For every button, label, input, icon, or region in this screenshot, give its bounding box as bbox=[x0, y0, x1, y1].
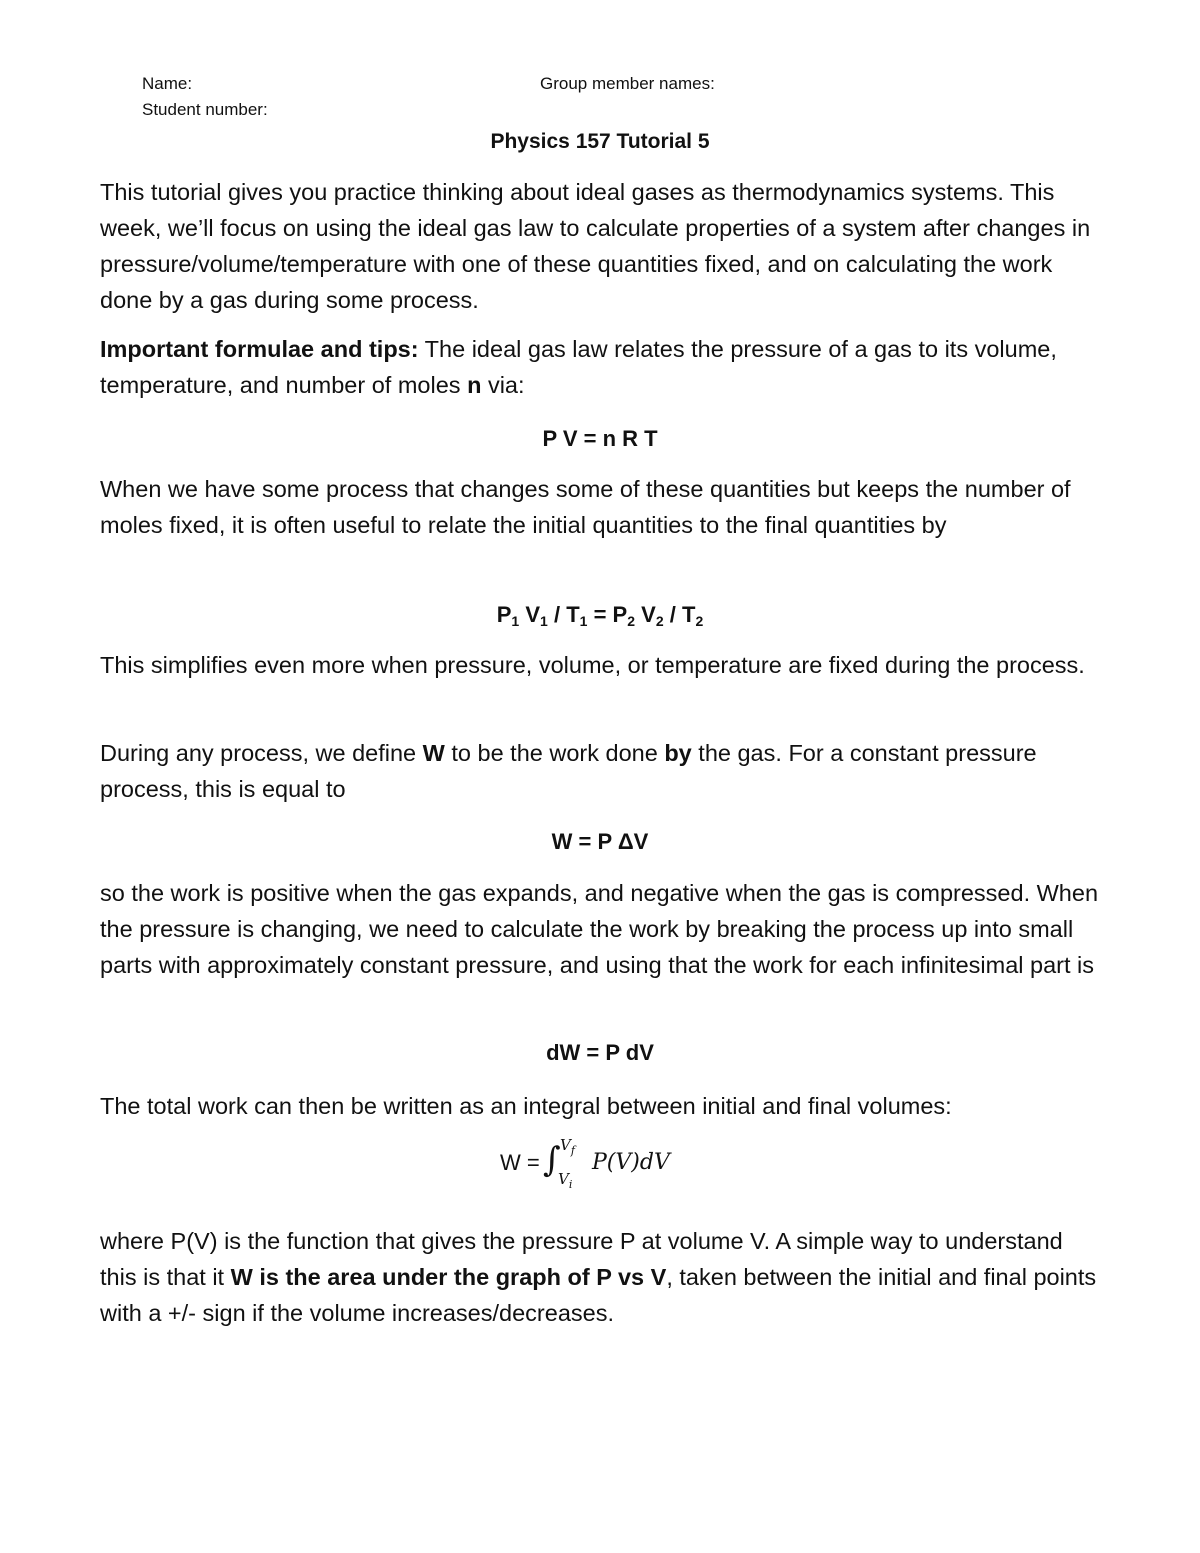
combined-gas-law-equation: $P_1$ $V_1 / T_1 = P_2$ $V_2 / T_2$ bbox=[496, 602, 704, 629]
process-paragraph: When we have some process that changes some of these quantities but keeps the number of moles fixed, it is often useful to relate the initial quantities to the final quantities by bbox=[100, 476, 1071, 538]
formulae-heading: Important formulae and tips: bbox=[100, 336, 419, 362]
group-member-names-label: Group member names: bbox=[540, 74, 715, 93]
formulae-paragraph bbox=[100, 331, 1100, 403]
moles-symbol: n bbox=[467, 372, 482, 398]
expansion-paragraph: so the work is positive when the gas expands, and negative when the gas is compressed. When the pressure is changing, we need to calculate the work by breaking the process up into small parts with approximately constant pressure, and using that the work for each infinitesimal part is bbox=[100, 880, 1099, 978]
formulae-text-a: The ideal gas law relates the pressure of a gas to its volume, temperature, and number of moles bbox=[100, 336, 1057, 398]
integrand: P(V)dV bbox=[592, 1150, 670, 1175]
simplifies-paragraph: This simplifies even more when pressure, volume, or temperature are fixed during the process. bbox=[100, 652, 1085, 678]
integral-lower-limit: $V_i$ bbox=[558, 1170, 573, 1191]
work-symbol: W bbox=[422, 740, 445, 766]
infinitesimal-work-equation: dW = P dV bbox=[546, 1040, 654, 1065]
integral-lhs: W = bbox=[500, 1150, 540, 1175]
work-integral-equation bbox=[0, 1136, 1200, 1200]
name-label: Name: bbox=[142, 74, 193, 93]
student-number-label: Student number: bbox=[142, 100, 268, 119]
constant-pressure-work-equation: W = P ΔV bbox=[551, 829, 649, 854]
integral-upper-limit: $V_f$ bbox=[560, 1136, 575, 1157]
page-title: Physics 157 Tutorial 5 bbox=[490, 130, 710, 153]
ideal-gas-law-equation: P V = n R T bbox=[542, 426, 658, 451]
integral-sign: ∫ bbox=[543, 1140, 561, 1180]
work-definition-paragraph: During any process, we define W to be the work done by the gas. For a constant pressure process, this is equal to bbox=[100, 740, 1037, 802]
formulae-text-b: via: bbox=[481, 372, 525, 398]
intro-paragraph: This tutorial gives you practice thinking about ideal gases as thermodynamics systems. This week, we’ll focus on using the ideal gas law to calculate properties of a system after changes in pressure/volume/temperature with one of these quantities fixed, and on calculating the work done by a gas during some process. bbox=[100, 179, 1091, 313]
total-work-paragraph: The total work can then be written as an integral between initial and final volumes: bbox=[100, 1093, 952, 1119]
by-emphasis: by bbox=[664, 740, 692, 766]
area-under-graph-emphasis: W is the area under the graph of P vs V bbox=[230, 1264, 667, 1290]
closing-paragraph: where P(V) is the function that gives the pressure P at volume V. A simple way to understand this is that it W is the area under the graph of P vs V, taken between the initial and final points with a +/- sign if the volume increases/decreases. bbox=[100, 1228, 1097, 1326]
